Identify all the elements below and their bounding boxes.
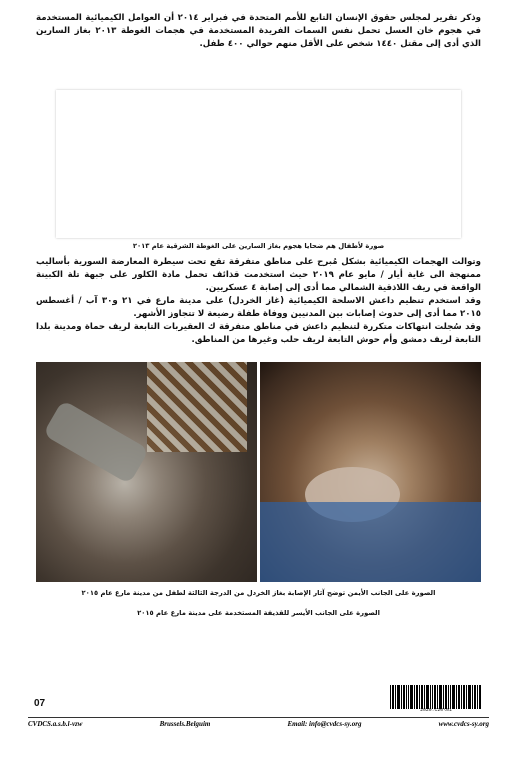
- page-number: 07: [34, 698, 46, 709]
- child-injury-photo: [260, 362, 481, 582]
- attacks-section: [36, 256, 481, 347]
- left-photo-caption: الصورة على الجانب الأيسر للقذيفة المستخدمة على مدينة مارع عام ٢٠١٥: [137, 609, 380, 617]
- intro-paragraph: وذكر تقرير لمجلس حقوق الإنسان التابع للأمم المتحدة في فبراير ٢٠١٤ أن العوامل الكيميائية المستخدمة في هجوم خان العسل تحمل نفس السمات الفريدة المستخدمة في هجمات الغوطة ٢٠١٣ بغاز السارين الذي أدى إلى مقتل ١٤٤٠ شخص على الأقل منهم حوالي ٤٠٠ طفل.: [36, 13, 481, 49]
- isis-violations-paragraph: وقد سُجلت انتهاكات متكررة لتنظيم داعش في مناطق متفرقة ك العقيربات التابعة لريف حماة ومدينة بلدا التابعة لريف دمشق وأم حوش التابعة لريف حلب وغيرها من المناطق.: [36, 322, 481, 345]
- footer-email[interactable]: Email: info@cvdcs-sy.org: [287, 720, 362, 728]
- chlorine-attack-paragraph: وتوالت الهجمات الكيميائية بشكل مُبرح على مناطق متفرقة تقع تحت سيطرة المعارضة السورية بأساليب ممنهجة الى غاية أيار / مايو عام ٢٠١٩ حيث استخدمت قذائف تحمل مادة الكلور على جبهة تلة الكبينة الواقعة في ريف اللاذقية الشمالي مما أدى إلى إصابة ٤ عسكريين.: [36, 257, 481, 293]
- shell-photo: [36, 362, 257, 582]
- barcode: [388, 684, 484, 710]
- footer-divider: [28, 717, 489, 718]
- footer-website[interactable]: www.cvdcs-sy.org: [438, 720, 489, 728]
- mustard-gas-paragraph: وقد استخدم تنظيم داعش الاسلحة الكيميائية (غاز الخردل) على مدينة مارع في ٢١ و٣٠ آب / أغسطس ٢٠١٥ مما أدى إلى حدوث إصابات بين المدنيين ووفاة طفلة رضيعة لا تتجاوز الأشهر.: [36, 296, 481, 319]
- footer-city: Brussels.Belguim: [159, 720, 211, 728]
- right-photo-caption: الصورة على الجانب الأيمن توضح آثار الإصابة بغاز الخردل من الدرجة الثالثة لطفل من مدينة مارع عام ٢٠١٥: [81, 589, 436, 597]
- footer: [28, 720, 489, 728]
- barcode-number: 2020.C20\01: [420, 708, 452, 713]
- ghouta-victims-photo-placeholder: [56, 90, 461, 238]
- photo-row: [36, 362, 481, 582]
- ghouta-photo-caption: صورة لأطفال هم ضحايا هجوم بغاز السارين على الغوطة الشرقية عام ٢٠١٣: [132, 242, 385, 250]
- footer-org: CVDCS.a.s.b.l-vzw: [28, 720, 83, 728]
